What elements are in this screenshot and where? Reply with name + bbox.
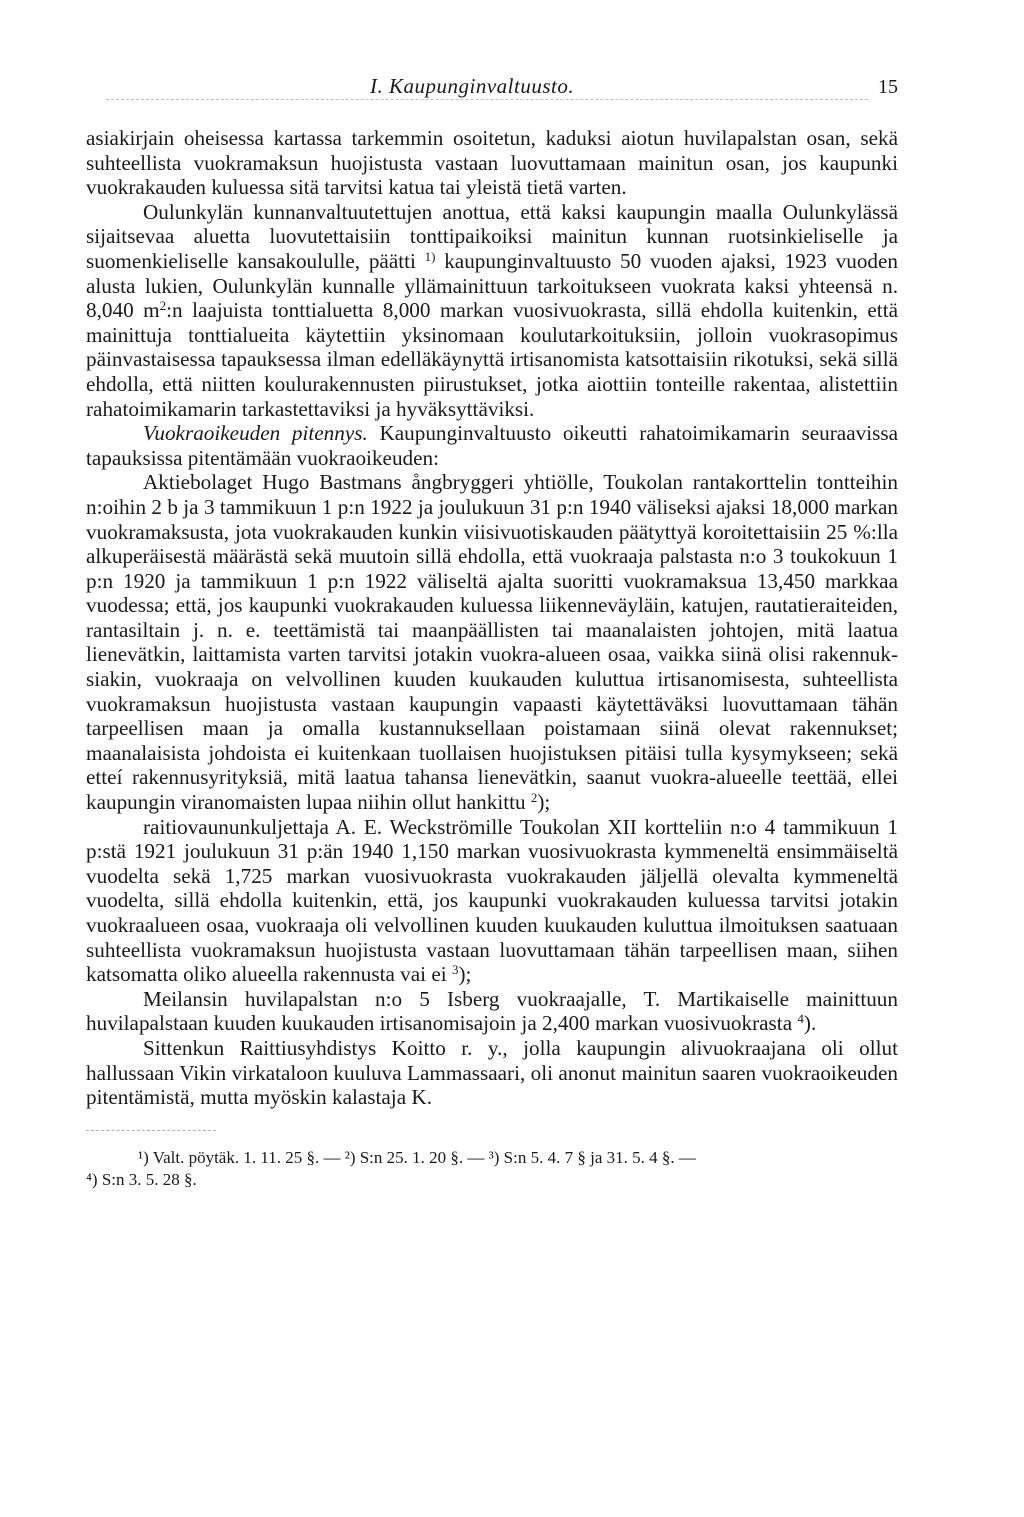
- paragraph-text: raitiovaununkuljettaja A. E. Weckströmille Toukolan XII kortteliin n:o 4 tammikuun 1 p:stä 1921 joulukuun 31 p:än 1940 1,150 markan vuosivuokrasta kymmeneltä ensimmäiseltä vuodelta sekä 1,725 markan vuosivuokrasta vuokrakauden jäljellä olevalta kymmeneltä vuodelta, sillä ehdolla kuitenkin, että, jos kaupunki vuokrakauden kuluessa tarvitsi jotakin vuokraalueen osaa, vuokraaja oli velvollinen kuuden kuukauden kuluttua ilmoituksen saatuaan suhteellista vuokramaksun huojistusta vastaan luovuttamaan tähän tarpeellisen maan, siihen katsomatta oliko alueella rakennusta vai ei: [86, 814, 898, 987]
- paragraph: [86, 421, 898, 470]
- chapter-title: I. Kaupunginvaltuusto.: [370, 74, 575, 98]
- paragraph: [86, 1036, 898, 1110]
- footnotes: [86, 1147, 898, 1191]
- paragraph-text: asiakirjain oheisessa kartassa tarkemmin osoitetun, kaduksi aiotun huvilapalstan osan, sekä suhteellista vuokramaksun huojistusta vastaan luovuttamaan mainitun osan, jos kaupunki vuokrakauden kuluessa sitä tarvitsi katua tai yleistä tietä varten.: [86, 126, 898, 200]
- header-rule: [106, 99, 868, 100]
- paragraph-text: Aktiebolaget Hugo Bastmans ångbryggeri yhtiölle, Toukolan rantakorttelin tontteihin n:oihin 2 b ja 3 tammikuun 1 p:n 1922 ja joulukuun 31 p:n 1940 väliseksi ajaksi 18,000 markan vuokramaksusta, jota vuokrakauden kunkin viisivuotiskauden päätyttyä koroitettaisiin 25 %:lla alkuperäisestä määrästä sekä muutoin sillä ehdolla, että vuokraaja palstasta n:o 3 toukokuun 1 p:n 1920 ja tammikuun 1 p:n 1922 väliseltä ajalta suoritti vuokramaksua 13,450 markkaa vuodessa; että, jos kaupunki vuokrakauden kuluessa liikenneväyläin, katujen, rautatieraiteiden, rantasiltain j. n. e. teettämistä tai maanpäällisten tai maanalaisten johtojen, mitä laatua lienevätkin, laittamista varten tarvitsi jotakin vuokra-alueen osaa, vaikka siinä olisi rakennuksiakin, vuokraaja on velvollinen kuuden kuukauden kuluttua irtisanomisesta, suhteellista vuokramaksun huojistusta vastaan kaupungin vapaasti käytettäväksi luovuttamaan tähän tarpeellisen maan ja omalla kustannuksellaan poistamaan siinä olevat rakennukset; maanalaisista johdoista ei kuitenkaan tuollaisen huojistuksen pitäisi tulla kysymykseen; sekä etteí rakennusyrityksiä, mitä laatua tahansa lienevätkin, saanut vuokra-alueelle teettää, ellei kaupungin viranomaisten lupaa niihin ollut hankittu: [86, 470, 898, 815]
- footnote-marker: 1): [424, 248, 436, 264]
- body-text: [86, 126, 898, 1110]
- footnote-line: ¹) Valt. pöytäk. 1. 11. 25 §. — ²) S:n 25. 1. 20 §. — ³) S:n 5. 4. 7 § ja 31. 5. 4 §. —: [138, 1147, 696, 1167]
- running-head: [86, 70, 898, 104]
- paragraph-text: Sittenkun Raittiusyhdistys Koitto r. y., jolla kaupungin alivuokraajana oli ollut hallussaan Vikin virkataloon kuuluva Lammassaari, oli anonut mainitun saaren vuokraoikeuden pitentämistä, mutta myöskin kalastaja K.: [86, 1035, 898, 1110]
- footnote-marker: 3: [451, 962, 459, 978]
- paragraph-text: Meilansin huvilapalstan n:o 5 Isberg vuokraajalle, T. Martikaiselle mainittuun huvilapalstaan kuuden kuukauden irtisanomisajoin ja 2,400 markan vuosivuokrasta: [86, 986, 898, 1036]
- paragraph: [86, 126, 898, 200]
- italic-heading: Vuokraoikeuden pitennys.: [143, 421, 368, 446]
- paragraph: [86, 815, 898, 987]
- footnote-rule: [86, 1130, 216, 1131]
- paragraph-text: Kaupunginvaltuusto oikeutti rahatoimikamarin seuraavissa tapauksissa pitentämään vuokraoikeuden:: [86, 421, 898, 470]
- paragraph-text: :n laajuista tonttialuetta 8,000 markan vuosivuokrasta, sillä ehdolla kuitenkin, että mainittuja tonttialueita käytettiin yksinomaan koulutarkoituksiin, jolloin vuokrasopimus päinvastaisessa tapauksessa ilman edelläkäynyttä irtisanomista katsottaisiin rikotuksi, sekä sillä ehdolla, että niitten koulurakennusten piirustukset, jotka aiottiin tonteille rakentaa, alistettiin rahatoimikamarin tarkastettaviksi ja hyväksyttäviksi.: [86, 298, 898, 421]
- paragraph-text: );: [458, 962, 472, 987]
- paragraph: [86, 987, 898, 1036]
- paragraph: [86, 470, 898, 814]
- footnote-marker: 4: [797, 1011, 804, 1027]
- book-page: [86, 70, 898, 1191]
- paragraph: [86, 200, 898, 421]
- paragraph-text: ).: [803, 1011, 817, 1036]
- paragraph-text: kaupunginvaltuusto 50 vuoden ajaksi, 1923 vuoden alusta lukien, Oulunkylän kunnalle yllämainittuun tarkoitukseen vuokrata kaksi yhteensä n. 8,040 m: [86, 248, 898, 323]
- paragraph-text: Oulunkylän kunnanvaltuutettujen anottua, että kaksi kaupungin maalla Oulunkylässä sijaitsevaa aluetta luovutettaisiin tonttipaikoiksi mainitun kunnan ruotsinkieliselle ja suomenkieliselle kansakoululle, päätti: [86, 199, 898, 273]
- paragraph-text: );: [537, 790, 551, 815]
- page-number: 15: [878, 76, 898, 98]
- footnote-line: ⁴) S:n 3. 5. 28 §.: [86, 1169, 197, 1189]
- footnote-marker: 2: [530, 790, 538, 806]
- footnote-marker: 2: [159, 298, 167, 314]
